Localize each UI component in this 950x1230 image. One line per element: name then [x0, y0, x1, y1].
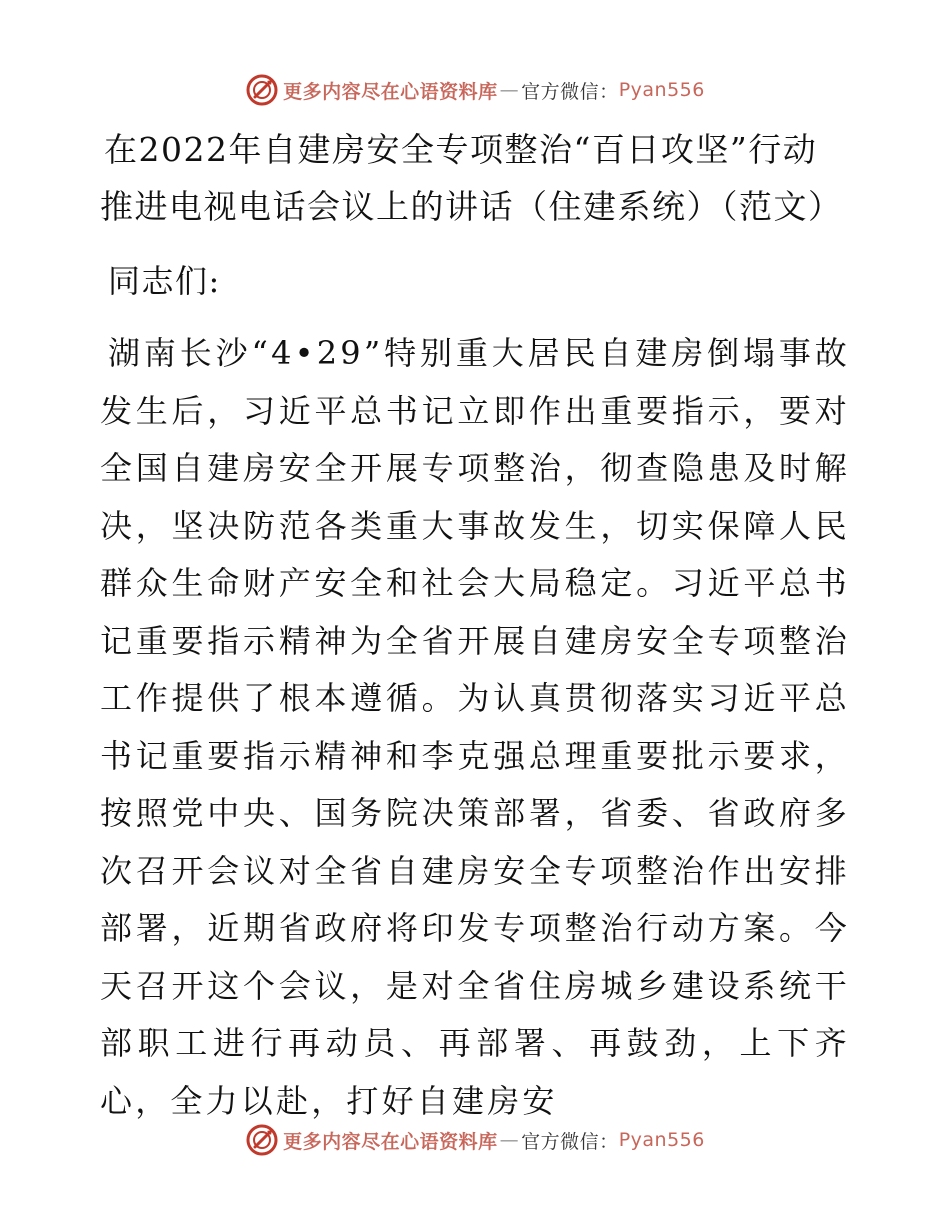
- watermark-separator: —: [499, 1129, 520, 1151]
- logo-icon: [245, 1123, 279, 1157]
- header-watermark: [0, 70, 950, 110]
- watermark-wechat-id: Pyan556: [618, 79, 705, 101]
- body-paragraph: 湖南长沙“4•29”特别重大居民自建房倒塌事故发生后，习近平总书记立即作出重要指示，要对全国自建房安全开展专项整治，彻查隐患及时解决，坚决防范各类重大事故发生，切实保障人民群众生命财产安全和社会大局稳定。习近平总书记重要指示精神为全省开展自建房安全专项整治工作提供了根本遵循。为认真贯彻落实习近平总书记重要指示精神和李克强总理重要批示要求，按照党中央、国务院决策部署，省委、省政府多次召开会议对全省自建房安全专项整治作出安排部署，近期省政府将印发专项整治行动方案。今天召开这个会议，是对全省住房城乡建设系统干部职工进行再动员、再部署、再鼓劲，上下齐心，全力以赴，打好自建房安: [100, 334, 850, 1120]
- watermark-brand: 更多内容尽在心语资料库: [283, 80, 498, 103]
- salutation: 同志们:: [108, 262, 221, 300]
- footer-watermark: [0, 1120, 950, 1160]
- watermark-official-label: 官方微信：: [521, 80, 619, 103]
- logo-icon: [245, 73, 279, 107]
- watermark-official-label: 官方微信：: [521, 1130, 619, 1153]
- watermark-brand: 更多内容尽在心语资料库: [283, 1130, 498, 1153]
- watermark-wechat-id: Pyan556: [618, 1129, 705, 1151]
- document-title-line-2: 推进电视电话会议上的讲话（住建系统）（范文）: [100, 187, 843, 226]
- watermark-separator: —: [499, 79, 520, 101]
- document-title-line-1: 在2022年自建房安全专项整治“百日攻坚”行动: [104, 130, 818, 169]
